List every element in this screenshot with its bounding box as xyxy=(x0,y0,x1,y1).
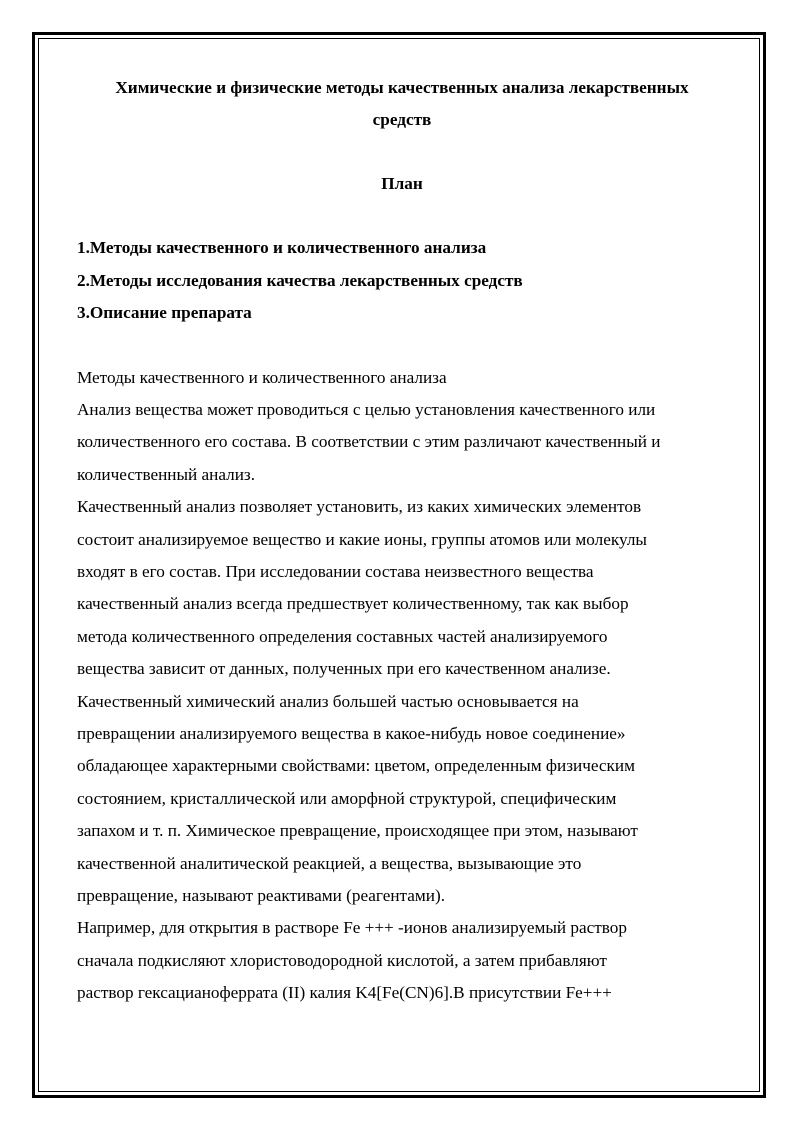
plan-item: 3.Описание препарата xyxy=(77,303,252,322)
body-line: превращение, называют реактивами (реагентами). xyxy=(77,886,446,905)
body-line: количественного его состава. В соответствии с этим различают качественный и xyxy=(77,432,661,452)
body-line: метода количественного определения составных частей анализируемого xyxy=(77,626,608,646)
body-line: вещества зависит от данных, полученных при его качественном анализе. xyxy=(77,659,611,679)
plan-item: 1.Методы качественного и количественного анализа xyxy=(77,238,487,257)
body-text xyxy=(77,362,727,1010)
plan-list xyxy=(77,232,727,330)
body-line: Анализ вещества может проводиться с целью установления качественного или xyxy=(77,399,656,419)
body-line: Качественный анализ позволяет установить, из каких химических элементов xyxy=(77,497,642,517)
body-line: обладающее характерными свойствами: цветом, определенным физическим xyxy=(77,756,635,776)
plan-heading: План xyxy=(381,174,423,193)
body-line: раствор гексацианоферрата (II) калия K4[Fe(CN)6].В присутствии Fe+++ xyxy=(77,983,612,1003)
body-line: состоянием, кристаллической или аморфной структурой, специфическим xyxy=(77,788,617,808)
body-line: количественный анализ. xyxy=(77,464,256,484)
body-line: запахом и т. п. Химическое превращение, происходящее при этом, называют xyxy=(77,821,638,841)
title-line-1: Химические и физические методы качественных анализа лекарственных xyxy=(115,78,689,97)
body-line: Методы качественного и количественного анализа xyxy=(77,367,447,387)
body-line: Качественный химический анализ большей частью основывается на xyxy=(77,691,579,711)
title-line-2: средств xyxy=(372,110,432,129)
body-line: превращении анализируемого вещества в какое-нибудь новое соединение» xyxy=(77,723,626,743)
body-line: сначала подкисляют хлористоводородной кислотой, а затем прибавляют xyxy=(77,950,607,970)
document-title xyxy=(77,72,727,136)
body-line: входят в его состав. При исследовании состава неизвестного вещества xyxy=(77,561,594,581)
document-content xyxy=(77,72,727,1010)
plan-item: 2.Методы исследования качества лекарственных средств xyxy=(77,270,523,290)
body-line: состоит анализируемое вещество и какие ионы, группы атомов или молекулы xyxy=(77,529,647,549)
body-line: Например, для открытия в растворе Fe +++ -ионов анализируемый раствор xyxy=(77,918,627,938)
body-line: качественной аналитической реакцией, а вещества, вызывающие это xyxy=(77,853,582,873)
body-line: качественный анализ всегда предшествует количественному, так как выбор xyxy=(77,594,629,614)
